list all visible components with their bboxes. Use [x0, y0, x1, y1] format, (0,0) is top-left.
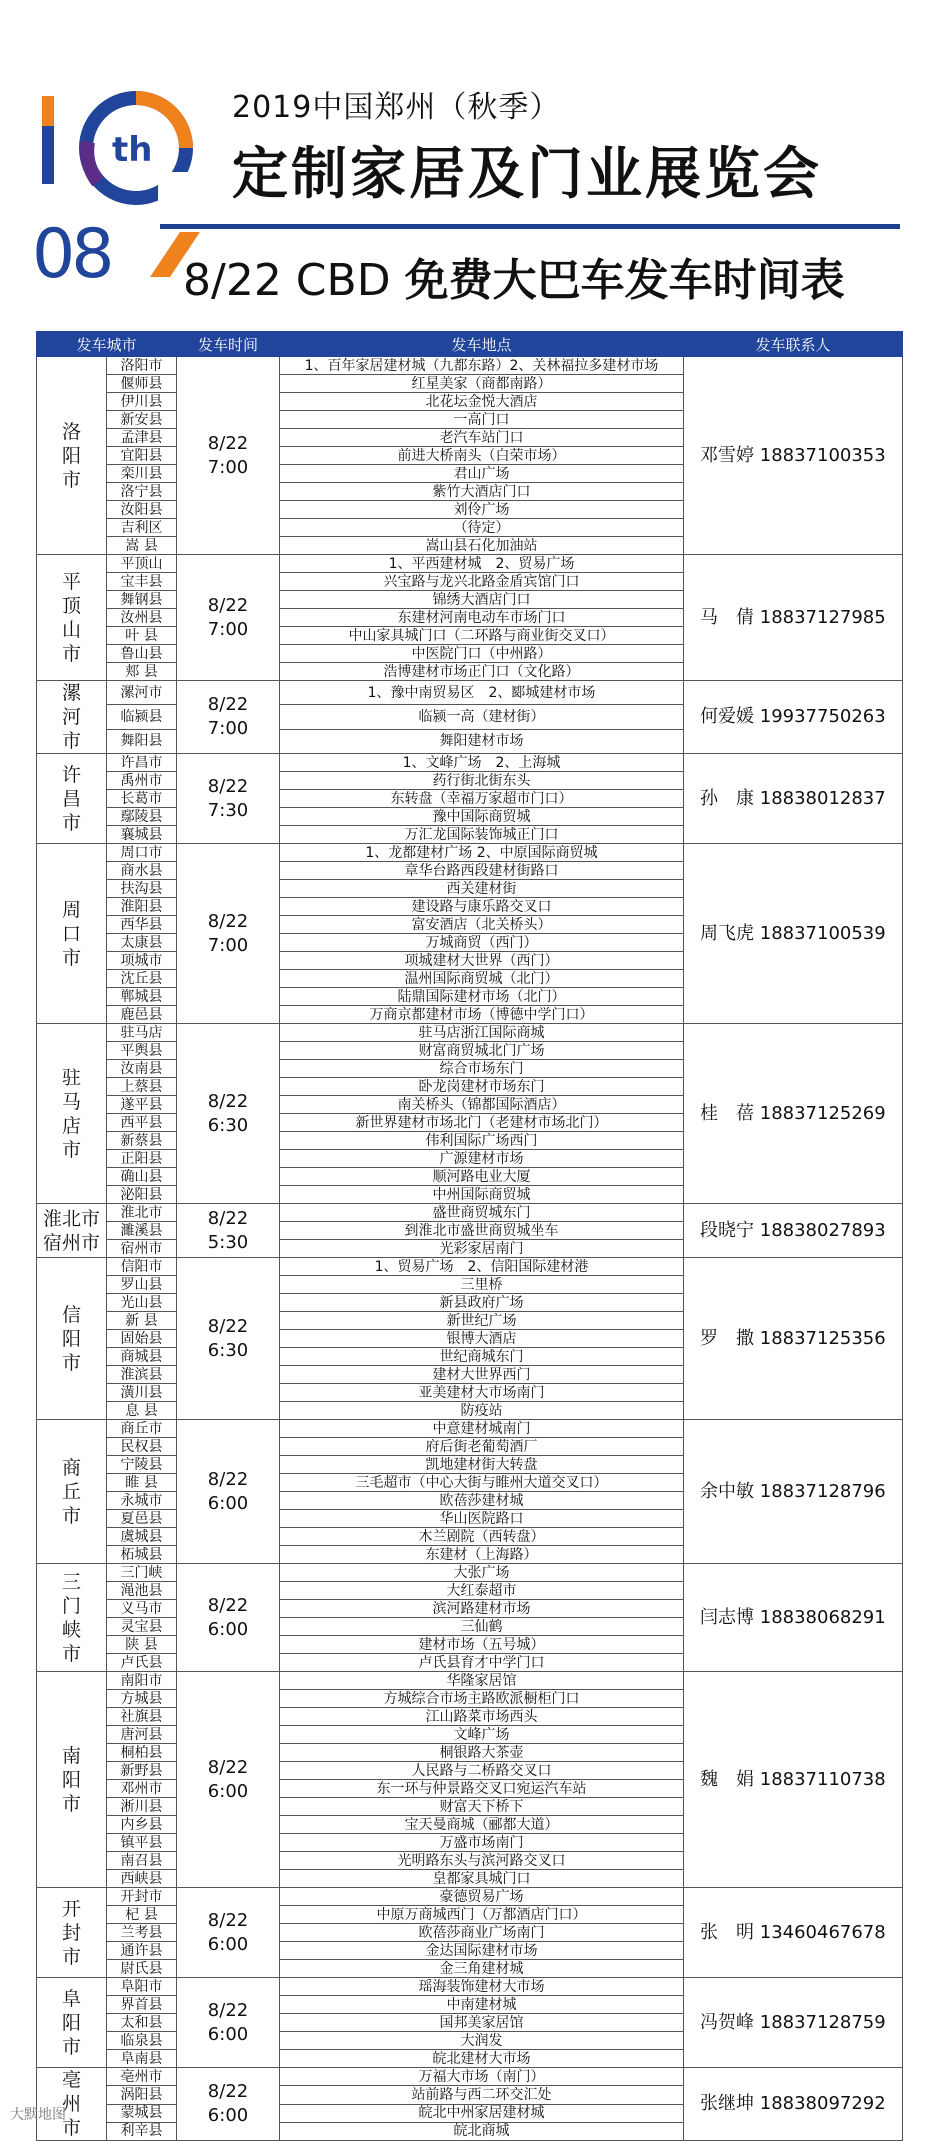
departure-location: 刘伶广场 [280, 501, 684, 519]
county-name: 开封市 [107, 1888, 177, 1906]
departure-location: 兴宝路与龙兴北路金盾宾馆门口 [280, 573, 684, 591]
schedule-date: 8/22 CBD [183, 255, 391, 306]
county-name: 洛阳市 [107, 357, 177, 375]
county-name: 虞城县 [107, 1528, 177, 1546]
departure-location: 红星美家（商都南路） [280, 375, 684, 393]
county-name: 潢川县 [107, 1384, 177, 1402]
departure-location: 中南建材城 [280, 1996, 684, 2014]
departure-location: 万福大市场（南门） [280, 2068, 684, 2086]
county-name: 卢氏县 [107, 1654, 177, 1672]
departure-location: 君山广场 [280, 465, 684, 483]
county-name: 许昌市 [107, 754, 177, 772]
county-name: 舞阳县 [107, 729, 177, 753]
departure-city: 许昌市 [37, 754, 107, 844]
departure-location: 万城商贸（西门） [280, 934, 684, 952]
county-name: 吉利区 [107, 519, 177, 537]
table-row [37, 681, 903, 705]
contact-person: 桂 蓓 18837125269 [684, 1024, 903, 1204]
departure-location: 文峰广场 [280, 1726, 684, 1744]
table-row [37, 2068, 903, 2086]
county-name: 睢 县 [107, 1474, 177, 1492]
county-name: 息 县 [107, 1402, 177, 1420]
county-name: 太康县 [107, 934, 177, 952]
departure-location: 前进大桥南头（白荣市场） [280, 447, 684, 465]
county-name: 漯河市 [107, 681, 177, 705]
county-name: 宝丰县 [107, 573, 177, 591]
county-name: 邓州市 [107, 1780, 177, 1798]
county-name: 西华县 [107, 916, 177, 934]
county-name: 鲁山县 [107, 645, 177, 663]
column-header-location: 发车地点 [280, 332, 684, 357]
county-name: 涡阳县 [107, 2086, 177, 2104]
county-name: 西峡县 [107, 1870, 177, 1888]
departure-location: 财富天下桥下 [280, 1798, 684, 1816]
departure-location: 滨河路建材市场 [280, 1600, 684, 1618]
county-name: 洛宁县 [107, 483, 177, 501]
county-name: 南召县 [107, 1852, 177, 1870]
header-divider [160, 224, 900, 229]
departure-location: 临颍一高（建材街） [280, 705, 684, 729]
county-name: 灵宝县 [107, 1618, 177, 1636]
departure-city: 洛阳市 [37, 357, 107, 555]
contact-person: 何爱媛 19937750263 [684, 681, 903, 754]
county-name: 新蔡县 [107, 1132, 177, 1150]
departure-location: 盛世商贸城东门 [280, 1204, 684, 1222]
departure-location: 广源建材市场 [280, 1150, 684, 1168]
county-name: 利辛县 [107, 2122, 177, 2140]
departure-location: 北花坛金悦大酒店 [280, 393, 684, 411]
county-name: 新野县 [107, 1762, 177, 1780]
departure-location: 1、文峰广场 2、上海城 [280, 754, 684, 772]
county-name: 民权县 [107, 1438, 177, 1456]
departure-location: 南关桥头（锦都国际酒店） [280, 1096, 684, 1114]
departure-location: 伟利国际广场西门 [280, 1132, 684, 1150]
departure-location: 1、龙都建材广场 2、中原国际商贸城 [280, 844, 684, 862]
departure-location: 中原万商城西门（万都酒店门口） [280, 1906, 684, 1924]
departure-location: 万商京都建材市场（博德中学门口） [280, 1006, 684, 1024]
table-row [37, 555, 903, 573]
county-name: 新安县 [107, 411, 177, 429]
departure-location: 光明路东头与滨河路交叉口 [280, 1852, 684, 1870]
departure-location: 亚美建材大市场南门 [280, 1384, 684, 1402]
county-name: 襄城县 [107, 826, 177, 844]
county-name: 商丘市 [107, 1420, 177, 1438]
departure-time: 8/22 7:00 [177, 357, 280, 555]
expo-subtitle: 2019中国郑州（秋季） [232, 90, 561, 125]
county-name: 兰考县 [107, 1924, 177, 1942]
departure-location: 财富商贸城北门广场 [280, 1042, 684, 1060]
departure-time: 8/22 6:00 [177, 1564, 280, 1672]
schedule-heading: 免费大巴车发车时间表 [404, 255, 845, 306]
contact-person: 段晓宁 18838027893 [684, 1204, 903, 1258]
county-name: 永城市 [107, 1492, 177, 1510]
departure-location: 三里桥 [280, 1276, 684, 1294]
departure-location: 中意建材城南门 [280, 1420, 684, 1438]
table-row [37, 357, 903, 375]
departure-city: 南阳市 [37, 1672, 107, 1888]
departure-location: 建材市场（五号城） [280, 1636, 684, 1654]
county-name: 阜南县 [107, 2050, 177, 2068]
departure-location: 富安酒店（北关桥头） [280, 916, 684, 934]
departure-location: 中州国际商贸城 [280, 1186, 684, 1204]
county-name: 扶沟县 [107, 880, 177, 898]
county-name: 项城市 [107, 952, 177, 970]
county-name: 汝南县 [107, 1060, 177, 1078]
county-name: 淅川县 [107, 1798, 177, 1816]
county-name: 周口市 [107, 844, 177, 862]
departure-location: 1、豫中南贸易区 2、郾城建材市场 [280, 681, 684, 705]
departure-location: 到淮北市盛世商贸城坐车 [280, 1222, 684, 1240]
county-name: 信阳市 [107, 1258, 177, 1276]
county-name: 濉溪县 [107, 1222, 177, 1240]
departure-time: 8/22 7:30 [177, 754, 280, 844]
departure-city: 淮北市 宿州市 [37, 1204, 107, 1258]
departure-location: 皖北中州家居建材城 [280, 2104, 684, 2122]
departure-time: 8/22 7:00 [177, 844, 280, 1024]
county-name: 蒙城县 [107, 2104, 177, 2122]
departure-location: 西关建材街 [280, 880, 684, 898]
departure-city: 阜阳市 [37, 1978, 107, 2068]
county-name: 沈丘县 [107, 970, 177, 988]
departure-location: 药行街北街东头 [280, 772, 684, 790]
departure-city: 三门峡市 [37, 1564, 107, 1672]
departure-location: 东建材河南电动车市场门口 [280, 609, 684, 627]
departure-location: 三毛超市（中心大街与睢州大道交叉口） [280, 1474, 684, 1492]
county-name: 汝阳县 [107, 501, 177, 519]
departure-location: 豫中国际商贸城 [280, 808, 684, 826]
departure-location: 嵩山县石化加油站 [280, 537, 684, 555]
departure-location: 人民路与二桥路交叉口 [280, 1762, 684, 1780]
departure-location: 站前路与西二环交汇处 [280, 2086, 684, 2104]
county-name: 唐河县 [107, 1726, 177, 1744]
county-name: 孟津县 [107, 429, 177, 447]
contact-person: 冯贺峰 18837128759 [684, 1978, 903, 2068]
departure-time: 8/22 6:00 [177, 1978, 280, 2068]
departure-time: 8/22 6:00 [177, 2068, 280, 2141]
departure-time: 8/22 7:00 [177, 555, 280, 681]
departure-location: 桐银路大茶壶 [280, 1744, 684, 1762]
county-name: 鄢陵县 [107, 808, 177, 826]
departure-location: 锦绣大酒店门口 [280, 591, 684, 609]
departure-city: 商丘市 [37, 1420, 107, 1564]
contact-person: 魏 娟 18837110738 [684, 1672, 903, 1888]
departure-location: 一高门口 [280, 411, 684, 429]
departure-city: 亳州市 [37, 2068, 107, 2141]
departure-city: 驻马店市 [37, 1024, 107, 1204]
county-name: 鹿邑县 [107, 1006, 177, 1024]
departure-location: 世纪商城东门 [280, 1348, 684, 1366]
contact-person: 罗 撒 18837125356 [684, 1258, 903, 1420]
table-row [37, 1672, 903, 1690]
departure-location: 华隆家居馆 [280, 1672, 684, 1690]
county-name: 陕 县 [107, 1636, 177, 1654]
county-name: 长葛市 [107, 790, 177, 808]
county-name: 平舆县 [107, 1042, 177, 1060]
departure-location: 国邦美家居馆 [280, 2014, 684, 2032]
county-name: 偃师县 [107, 375, 177, 393]
departure-location: 新县政府广场 [280, 1294, 684, 1312]
county-name: 正阳县 [107, 1150, 177, 1168]
county-name: 杞 县 [107, 1906, 177, 1924]
departure-location: 卢氏县育才中学门口 [280, 1654, 684, 1672]
county-name: 南阳市 [107, 1672, 177, 1690]
departure-location: 金达国际建材市场 [280, 1942, 684, 1960]
table-row [37, 1258, 903, 1276]
county-name: 西平县 [107, 1114, 177, 1132]
departure-location: （待定） [280, 519, 684, 537]
county-name: 驻马店 [107, 1024, 177, 1042]
departure-location: 东一环与仲景路交叉口宛运汽车站 [280, 1780, 684, 1798]
county-name: 新 县 [107, 1312, 177, 1330]
departure-location: 大张广场 [280, 1564, 684, 1582]
county-name: 方城县 [107, 1690, 177, 1708]
county-name: 淮北市 [107, 1204, 177, 1222]
county-name: 渑池县 [107, 1582, 177, 1600]
departure-time: 8/22 6:00 [177, 1672, 280, 1888]
county-name: 柘城县 [107, 1546, 177, 1564]
departure-location: 1、百年家居建材城（九都东路）2、关林福拉多建材市场 [280, 357, 684, 375]
county-name: 亳州市 [107, 2068, 177, 2086]
departure-location: 皇都家具城门口 [280, 1870, 684, 1888]
county-name: 阜阳市 [107, 1978, 177, 1996]
table-row [37, 1204, 903, 1222]
departure-location: 新世纪广场 [280, 1312, 684, 1330]
departure-location: 银博大酒店 [280, 1330, 684, 1348]
departure-location: 大润发 [280, 2032, 684, 2050]
departure-city: 平顶山市 [37, 555, 107, 681]
departure-location: 大红泰超市 [280, 1582, 684, 1600]
county-name: 罗山县 [107, 1276, 177, 1294]
county-name: 平顶山 [107, 555, 177, 573]
table-row [37, 1420, 903, 1438]
contact-person: 余中敏 18837128796 [684, 1420, 903, 1564]
table-header-row [37, 332, 903, 357]
departure-location: 欧蓓莎建材城 [280, 1492, 684, 1510]
column-header-contact: 发车联系人 [684, 332, 903, 357]
departure-location: 浩博建材市场正门口（文化路） [280, 663, 684, 681]
table-row [37, 1978, 903, 1996]
departure-location: 陆鼎国际建材市场（北门） [280, 988, 684, 1006]
departure-location: 紫竹大酒店门口 [280, 483, 684, 501]
county-name: 上蔡县 [107, 1078, 177, 1096]
departure-location: 皖北商城 [280, 2122, 684, 2140]
county-name: 叶 县 [107, 627, 177, 645]
bus-schedule-table [36, 331, 903, 2141]
departure-city: 漯河市 [37, 681, 107, 754]
county-name: 淮滨县 [107, 1366, 177, 1384]
departure-location: 宝天曼商城（郦都大道） [280, 1816, 684, 1834]
county-name: 通许县 [107, 1942, 177, 1960]
column-header-city: 发车城市 [37, 332, 177, 357]
watermark: 大默地图 [10, 2107, 66, 2123]
departure-location: 驻马店浙江国际商城 [280, 1024, 684, 1042]
departure-city: 信阳市 [37, 1258, 107, 1420]
departure-location: 金三角建材城 [280, 1960, 684, 1978]
departure-location: 新世界建材市场北门（老建材市场北门） [280, 1114, 684, 1132]
departure-location: 中山家具城门口（二环路与商业街交叉口） [280, 627, 684, 645]
contact-person: 孙 康 18838012837 [684, 754, 903, 844]
county-name: 桐柏县 [107, 1744, 177, 1762]
county-name: 光山县 [107, 1294, 177, 1312]
table-row [37, 754, 903, 772]
departure-location: 光彩家居南门 [280, 1240, 684, 1258]
column-header-time: 发车时间 [177, 332, 280, 357]
county-name: 宿州市 [107, 1240, 177, 1258]
county-name: 确山县 [107, 1168, 177, 1186]
county-name: 商城县 [107, 1348, 177, 1366]
departure-location: 欧蓓莎商业广场南门 [280, 1924, 684, 1942]
schedule-title [183, 244, 845, 308]
county-name: 尉氏县 [107, 1960, 177, 1978]
departure-location: 温州国际商贸城（北门） [280, 970, 684, 988]
departure-location: 万汇龙国际装饰城正门口 [280, 826, 684, 844]
departure-location: 江山路菜市场西头 [280, 1708, 684, 1726]
contact-person: 张 明 13460467678 [684, 1888, 903, 1978]
departure-location: 方城综合市场主路欧派橱柜门口 [280, 1690, 684, 1708]
departure-location: 东转盘（幸福万家超市门口） [280, 790, 684, 808]
departure-location: 章华台路西段建材街路口 [280, 862, 684, 880]
logo-suffix: th [112, 130, 153, 170]
county-name: 商水县 [107, 862, 177, 880]
table-row [37, 1024, 903, 1042]
departure-time: 8/22 7:00 [177, 681, 280, 754]
table-row [37, 844, 903, 862]
departure-time: 8/22 6:30 [177, 1024, 280, 1204]
departure-location: 老汽车站门口 [280, 429, 684, 447]
departure-location: 防疫站 [280, 1402, 684, 1420]
departure-location: 三仙鹤 [280, 1618, 684, 1636]
departure-location: 项城建材大世界（西门） [280, 952, 684, 970]
county-name: 郏 县 [107, 663, 177, 681]
contact-person: 马 倩 18837127985 [684, 555, 903, 681]
departure-location: 舞阳建材市场 [280, 729, 684, 753]
departure-location: 万盛市场南门 [280, 1834, 684, 1852]
county-name: 汝州县 [107, 609, 177, 627]
departure-location: 瑶海装饰建材大市场 [280, 1978, 684, 1996]
departure-location: 豪德贸易广场 [280, 1888, 684, 1906]
county-name: 淮阳县 [107, 898, 177, 916]
departure-location: 顺河路电业大厦 [280, 1168, 684, 1186]
county-name: 宁陵县 [107, 1456, 177, 1474]
county-name: 固始县 [107, 1330, 177, 1348]
departure-location: 1、平西建材城 2、贸易广场 [280, 555, 684, 573]
contact-person: 周飞虎 18837100539 [684, 844, 903, 1024]
county-name: 郸城县 [107, 988, 177, 1006]
departure-location: 1、贸易广场 2、信阳国际建材港 [280, 1258, 684, 1276]
departure-city: 开封市 [37, 1888, 107, 1978]
departure-location: 华山医院路口 [280, 1510, 684, 1528]
departure-time: 8/22 6:00 [177, 1888, 280, 1978]
county-name: 内乡县 [107, 1816, 177, 1834]
departure-time: 8/22 6:30 [177, 1258, 280, 1420]
departure-location: 建材大世界西门 [280, 1366, 684, 1384]
county-name: 社旗县 [107, 1708, 177, 1726]
departure-location: 木兰剧院（西转盘） [280, 1528, 684, 1546]
poster-header [0, 0, 937, 328]
county-name: 临颍县 [107, 705, 177, 729]
county-name: 临泉县 [107, 2032, 177, 2050]
county-name: 嵩 县 [107, 537, 177, 555]
county-name: 太和县 [107, 2014, 177, 2032]
departure-location: 皖北建材大市场 [280, 2050, 684, 2068]
contact-person: 邓雪婷 18837100353 [684, 357, 903, 555]
departure-location: 中医院门口（中州路） [280, 645, 684, 663]
departure-location: 东建材（上海路） [280, 1546, 684, 1564]
departure-location: 卧龙岗建材市场东门 [280, 1078, 684, 1096]
departure-city: 周口市 [37, 844, 107, 1024]
departure-location: 建设路与康乐路交叉口 [280, 898, 684, 916]
table-body [37, 357, 903, 2141]
county-name: 栾川县 [107, 465, 177, 483]
county-name: 遂平县 [107, 1096, 177, 1114]
county-name: 夏邑县 [107, 1510, 177, 1528]
county-name: 禹州市 [107, 772, 177, 790]
departure-time: 8/22 6:00 [177, 1420, 280, 1564]
departure-location: 凯地建材街大转盘 [280, 1456, 684, 1474]
contact-person: 闫志博 18838068291 [684, 1564, 903, 1672]
contact-person: 张继坤 18838097292 [684, 2068, 903, 2141]
county-name: 义马市 [107, 1600, 177, 1618]
departure-location: 府后街老葡萄酒厂 [280, 1438, 684, 1456]
county-name: 伊川县 [107, 393, 177, 411]
table-row [37, 1888, 903, 1906]
session-number: 08 [32, 215, 111, 294]
county-name: 舞钢县 [107, 591, 177, 609]
table-row [37, 1564, 903, 1582]
county-name: 镇平县 [107, 1834, 177, 1852]
expo-title: 定制家居及门业展览会 [232, 142, 822, 207]
county-name: 泌阳县 [107, 1186, 177, 1204]
departure-time: 8/22 5:30 [177, 1204, 280, 1258]
county-name: 宜阳县 [107, 447, 177, 465]
departure-location: 综合市场东门 [280, 1060, 684, 1078]
county-name: 界首县 [107, 1996, 177, 2014]
county-name: 三门峡 [107, 1564, 177, 1582]
